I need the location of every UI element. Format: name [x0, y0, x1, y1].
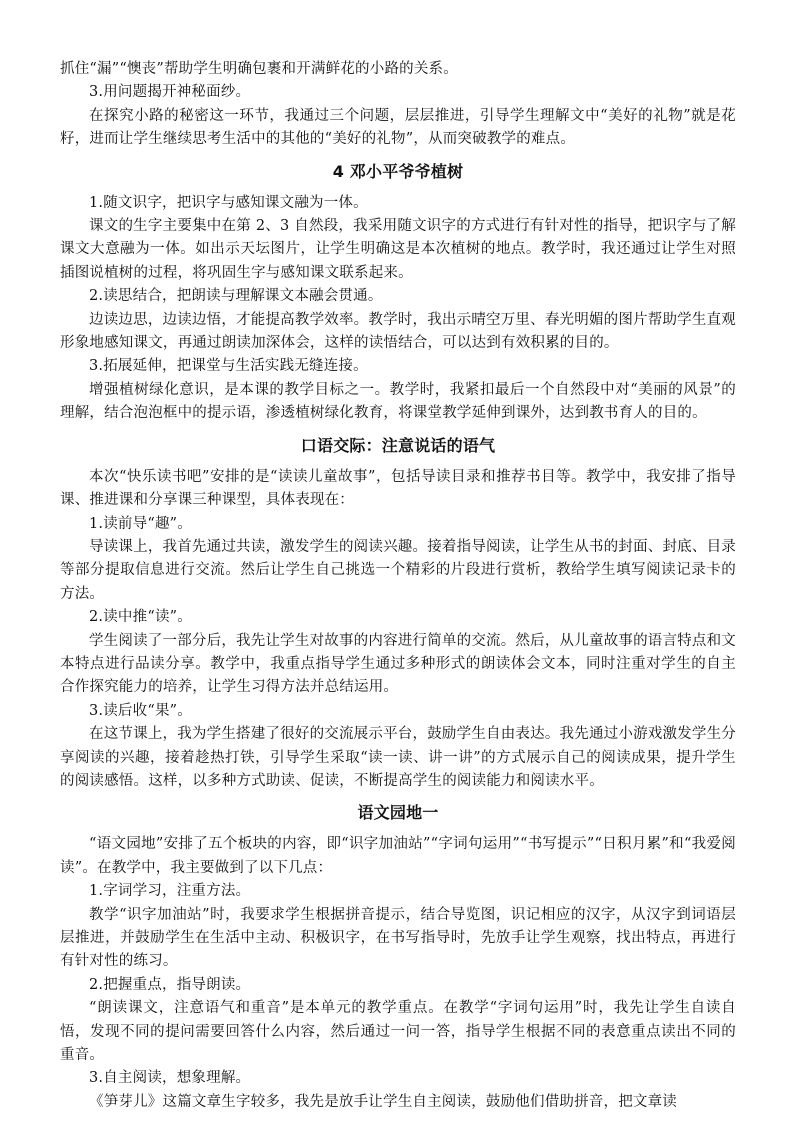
paragraph: “语文园地”安排了五个板块的内容，即“识字加油站”“字词句运用”“书写提示”“日积月累”和“我爱阅读”。在教学中，我主要做到了以下几点：	[60, 836, 736, 876]
paragraph: 1.字词学习，注重方法。	[89, 883, 251, 900]
paragraph: 2.把握重点，指导朗读。	[89, 976, 251, 993]
paragraph: 在这节课上，我为学生搭建了很好的交流展示平台，鼓励学生自由表达。我先通过小游戏激发学生分享阅读的兴趣，接着趁热打铁，引导学生采取“读一读、讲一讲”的方式展示自己的阅读成果，提升学生的阅读感悟。这样，以多种方式助读、促读，不断提高学生的阅读能力和阅读水平。	[60, 726, 736, 789]
section-heading: 口语交际：注意说话的语气	[300, 435, 496, 455]
paragraph: 《笋芽儿》这篇文章生字较多，我先是放手让学生自主阅读，鼓励他们借助拼音，把文章读	[89, 1093, 677, 1110]
paragraph: 教学“识字加油站”时，我要求学生根据拼音提示，结合导览图，识记相应的汉字，从汉字到词语层层推进，并鼓励学生在生活中主动、积极识字，在书写指导时，先放手让学生观察，找出特点，再进行有针对性的练习。	[60, 906, 736, 970]
section-heading: 语文园地一	[357, 803, 439, 823]
paragraph: 3.拓展延伸，把课堂与生活实践无缝连接。	[89, 358, 368, 375]
paragraph: 3.自主阅读，想象理解。	[89, 1070, 251, 1087]
paragraph: 2.读中推“读”。	[89, 609, 192, 626]
section-heading: 4 邓小平爷爷植树	[332, 161, 464, 181]
document-page	[60, 58, 736, 1114]
paragraph: 3.读后收“果”。	[89, 702, 192, 719]
paragraph: 本次“快乐读书吧”安排的是“读读儿童故事”，包括导读目录和推荐书目等。教学中，我安排了指导课、推进课和分享课三种课型，具体表现在：	[60, 468, 736, 509]
paragraph: 学生阅读了一部分后，我先让学生对故事的内容进行简单的交流。然后，从儿童故事的语言特点和文本特点进行品读分享。教学中，我重点指导学生通过多种形式的朗读体会文本，同时注重对学生的自主合作探究能力的培养，让学生习得方法并总结运用。	[60, 632, 736, 696]
paragraph: 1.读前导“趣”。	[89, 515, 192, 532]
paragraph: 1.随文识字，把识字与感知课文融为一体。	[89, 194, 368, 211]
paragraph: 增强植树绿化意识，是本课的教学目标之一。教学时，我紧扣最后一个自然段中对“美丽的风景”的理解，结合泡泡框中的提示语，渗透植树绿化教育，将课堂教学延伸到课外，达到教书育人的目的。	[60, 381, 736, 422]
paragraph: 课文的生字主要集中在第 2、3 自然段，我采用随文识字的方式进行有针对性的指导，把识字与了解课文大意融为一体。如出示天坛图片，让学生明确这是本次植树的地点。教学时，我还通过让学生对照插图说植树的过程，将巩固生字与感知课文联系起来。	[60, 218, 736, 281]
paragraph: 抓住“漏”“懊丧”帮助学生明确包裹和开满鲜花的小路的关系。	[60, 61, 458, 77]
paragraph: 3.用问题揭开神秘面纱。	[89, 84, 251, 101]
paragraph: 2.读思结合，把朗读与理解课文本融会贯通。	[89, 288, 383, 305]
paragraph: 导读课上，我首先通过共读，激发学生的阅读兴趣。接着指导阅读，让学生从书的封面、封底、目录等部分提取信息进行交流。然后让学生自己挑选一个精彩的片段进行赏析，教给学生填写阅读记录卡的方法。	[60, 538, 736, 602]
paragraph: “朗读课文，注意语气和重音”是本单元的教学重点。在教学“字词句运用”时，我先让学生自读自悟，发现不同的提问需要回答什么内容，然后通过一问一答，指导学生根据不同的表意重点读出不同的重音。	[60, 1000, 736, 1064]
paragraph: 在探究小路的秘密这一环节，我通过三个问题，层层推进，引导学生理解文中“美好的礼物”就是花籽，进而让学生继续思考生活中的其他的“美好的礼物”，从而突破教学的难点。	[60, 107, 736, 148]
paragraph: 边读边思，边读边悟，才能提高教学效率。教学时，我出示晴空万里、春光明媚的图片帮助学生直观形象地感知课文，再通过朗读加深体会，这样的读悟结合，可以达到有效积累的目的。	[60, 311, 736, 352]
